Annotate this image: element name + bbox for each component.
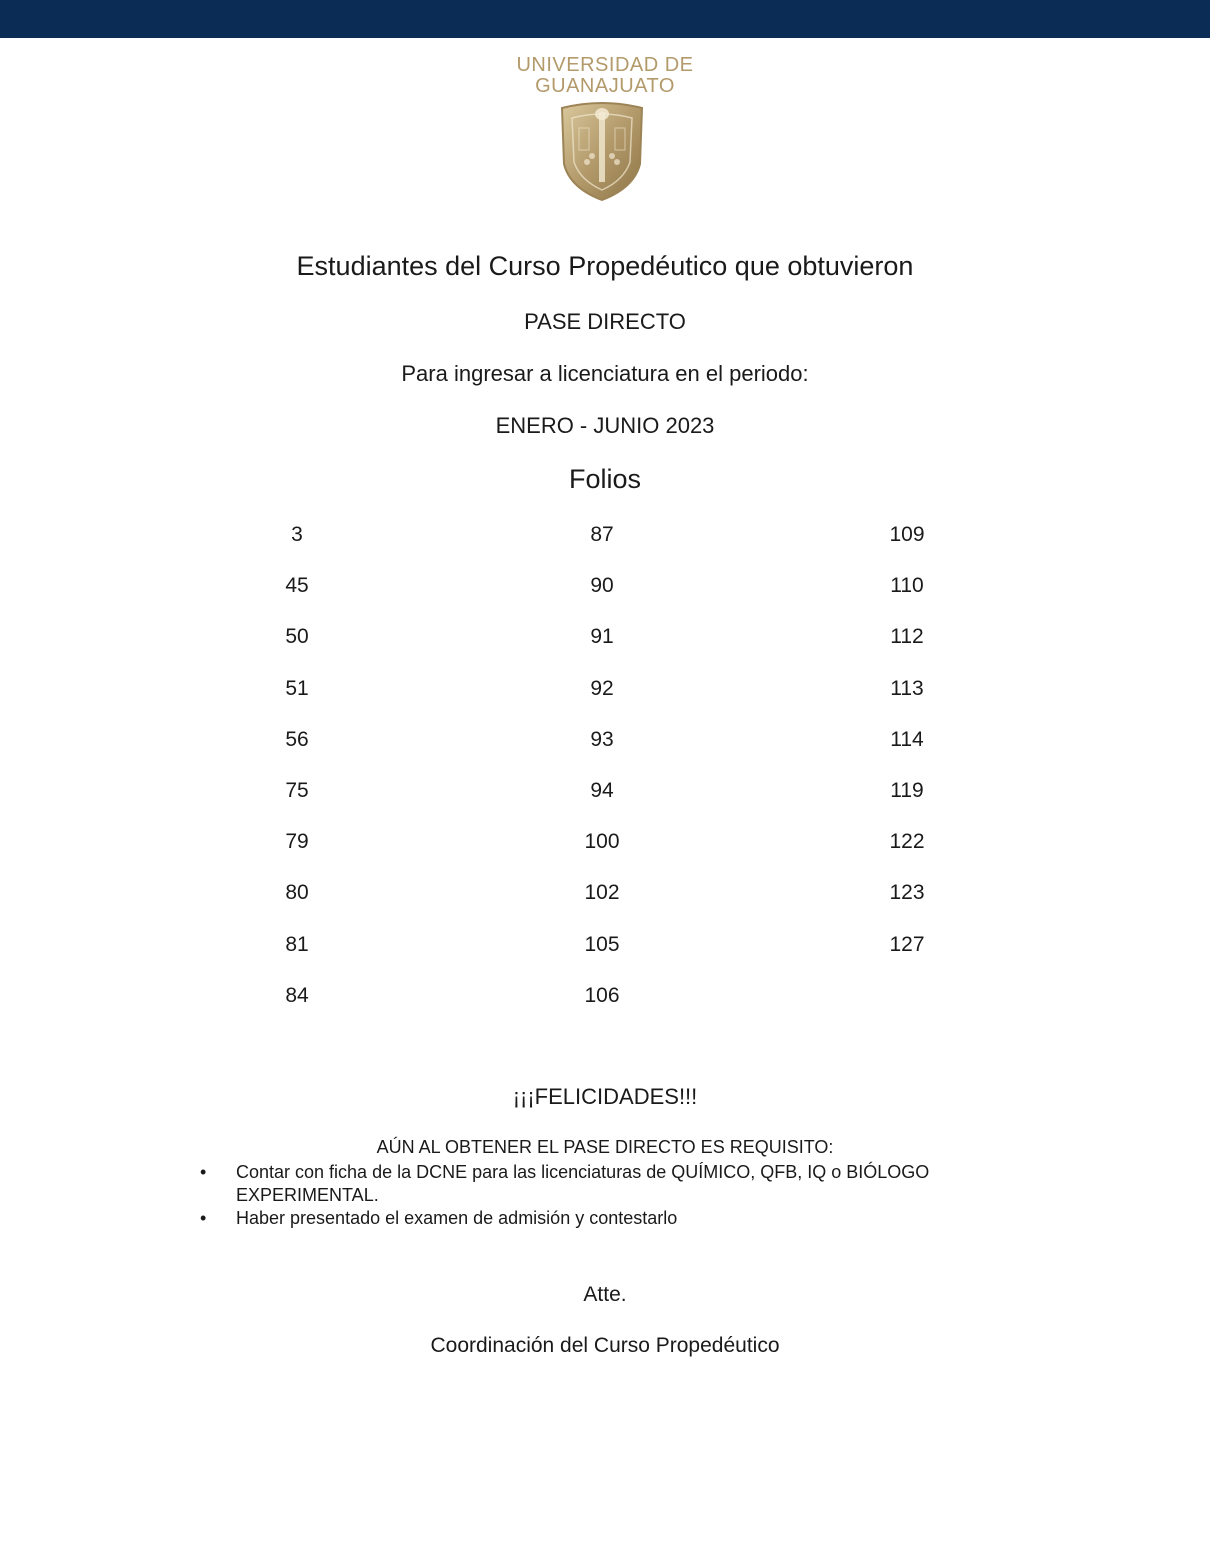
header-bar: [0, 0, 1210, 38]
closing: Atte.: [583, 1283, 627, 1306]
folio-number: 93: [590, 728, 614, 751]
signature: Coordinación del Curso Propedéutico: [430, 1334, 780, 1357]
folio-number: 91: [590, 625, 614, 648]
folio-number: 114: [890, 728, 924, 751]
folio-number: 112: [890, 625, 924, 648]
folio-number: 100: [584, 830, 620, 853]
requirement-text: Contar con ficha de la DCNE para las licenciaturas de QUÍMICO, QFB, IQ o BIÓLOGO EXPERIMENTAL.: [236, 1162, 930, 1205]
list-item: • Contar con ficha de la DCNE para las licenciaturas de QUÍMICO, QFB, IQ o BIÓLOGO EXPERIMENTAL.: [200, 1162, 930, 1205]
folio-number: 51: [285, 677, 309, 700]
folio-number: 3: [291, 523, 303, 546]
folio-number: 110: [890, 574, 924, 597]
requirements-heading: AÚN AL OBTENER EL PASE DIRECTO ES REQUISITO:: [376, 1137, 834, 1157]
folio-number: 105: [584, 933, 620, 956]
folio-number: 90: [590, 574, 614, 597]
folio-number: 84: [285, 984, 309, 1007]
folio-number: 50: [285, 625, 309, 648]
folio-number: 81: [285, 933, 309, 956]
requirements-list: [198, 1161, 1028, 1230]
folio-number: 119: [890, 779, 924, 802]
folio-number: 92: [590, 677, 614, 700]
folio-number: 87: [590, 523, 614, 546]
folio-number: 123: [889, 881, 925, 904]
university-name-line2: GUANAJUATO: [535, 75, 675, 97]
folio-number: 45: [285, 574, 309, 597]
folio-number: 109: [889, 523, 925, 546]
folio-number: 106: [584, 984, 620, 1007]
requirement-text: Haber presentado el examen de admisión y contestarlo: [236, 1208, 678, 1228]
page-title: Estudiantes del Curso Propedéutico que obtuvieron: [296, 251, 914, 281]
folio-number: 94: [590, 779, 614, 802]
university-name-line1: UNIVERSIDAD DE: [516, 54, 694, 76]
list-item: • Haber presentado el examen de admisión y contestarlo: [200, 1208, 678, 1228]
folio-number: 102: [584, 881, 620, 904]
subtitle: PASE DIRECTO: [524, 309, 686, 334]
university-crest-icon: [554, 98, 650, 202]
folio-number: 127: [889, 933, 925, 956]
folio-number: 75: [285, 779, 309, 802]
period: ENERO - JUNIO 2023: [495, 413, 715, 438]
period-label: Para ingresar a licenciatura en el periodo:: [401, 361, 809, 386]
folio-number: 113: [890, 677, 924, 700]
folio-number: 56: [285, 728, 309, 751]
folios-heading: Folios: [568, 464, 642, 494]
folio-number: 122: [889, 830, 925, 853]
folio-number: 79: [285, 830, 309, 853]
congratulations: ¡¡¡FELICIDADES!!!: [512, 1084, 698, 1109]
folio-number: 80: [285, 881, 309, 904]
